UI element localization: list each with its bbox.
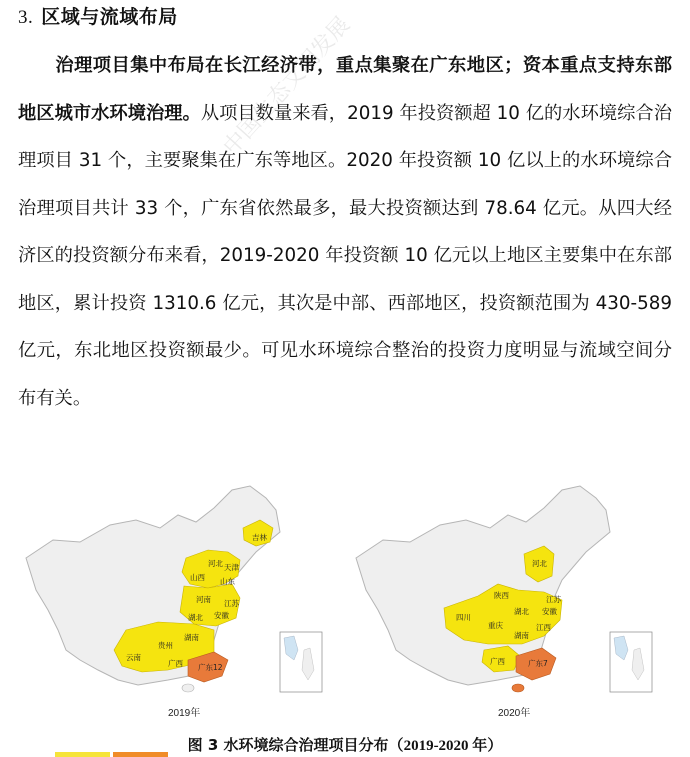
section-number: 3. <box>18 7 34 28</box>
map-label: 湖北 <box>188 613 203 622</box>
map-label: 河北 <box>532 559 547 568</box>
map-label: 江苏 <box>224 599 239 608</box>
body-paragraph <box>18 42 672 422</box>
paragraph-body: 从项目数量来看，2019 年投资额超 10 亿的水环境综合治理项目 31 个，主要聚集在广东等地区。2020 年投资额 10 亿以上的水环境综合治理项目共计 33 个，广东省依然最多，最大投资额达到 78.64 亿元。从四大经济区的投资额分布来看，2019-2020 年投资额 10 亿元以上地区主要集中在东部地区，累计投资 1310.6 亿元，其次是中部、西部地区，投资额范围为 430-589 亿元，东北地区投资额最少。可见水环境综合整治的投资力度明显与流域空间分布有关。 <box>18 102 672 409</box>
legend-yellow <box>55 752 110 757</box>
map-label: 山西 <box>190 573 205 582</box>
map-label: 安徽 <box>542 607 557 616</box>
maps-figure <box>18 480 678 720</box>
map-label: 湖北 <box>514 607 529 616</box>
map-label: 吉林 <box>252 533 267 542</box>
map-label: 湖南 <box>184 633 199 642</box>
map-label: 江西 <box>536 623 551 632</box>
map-label: 安徽 <box>214 611 229 620</box>
map-label: 广东7 <box>528 659 548 668</box>
map-label: 湖南 <box>514 631 529 640</box>
map-label: 广西 <box>490 657 505 666</box>
map-label: 四川 <box>456 613 471 622</box>
legend-orange <box>113 752 168 757</box>
map-label: 天津 <box>224 563 239 572</box>
caption-suffix: ） <box>487 736 503 754</box>
caption-years: 2019-2020 年 <box>403 738 488 754</box>
section-title: 区域与流域布局 <box>41 6 178 28</box>
section-heading <box>18 2 178 32</box>
map-label: 河南 <box>196 595 211 604</box>
china-map-2020 <box>348 480 658 720</box>
watermark: 中国生态文明发展 <box>218 12 356 161</box>
province-hainan <box>512 684 524 692</box>
china-map-2019 <box>18 480 328 720</box>
map-label: 山东 <box>220 577 235 586</box>
map-label: 贵州 <box>158 641 173 650</box>
map-label: 陕西 <box>494 591 509 600</box>
map-2020 <box>348 480 658 720</box>
map-2019 <box>18 480 328 720</box>
map-label: 广东12 <box>198 663 223 672</box>
map-label: 河北 <box>208 559 223 568</box>
paragraph-lead-bold: 治理项目集中布局在长江经济带，重点集聚在广东地区；资本重点支持东部地区城市水环境治理。 <box>18 55 672 124</box>
map-label: 广西 <box>168 659 183 668</box>
caption-prefix: 图 3 水环境综合治理项目分布（ <box>187 736 404 754</box>
map-label: 云南 <box>126 653 141 662</box>
map-year-2020: 2020年 <box>498 708 531 719</box>
map-label: 重庆 <box>488 621 503 630</box>
legend-strip <box>55 752 175 757</box>
province-hainan <box>182 684 194 692</box>
map-label: 江苏 <box>546 595 561 604</box>
map-year-2019: 2019年 <box>168 708 201 719</box>
